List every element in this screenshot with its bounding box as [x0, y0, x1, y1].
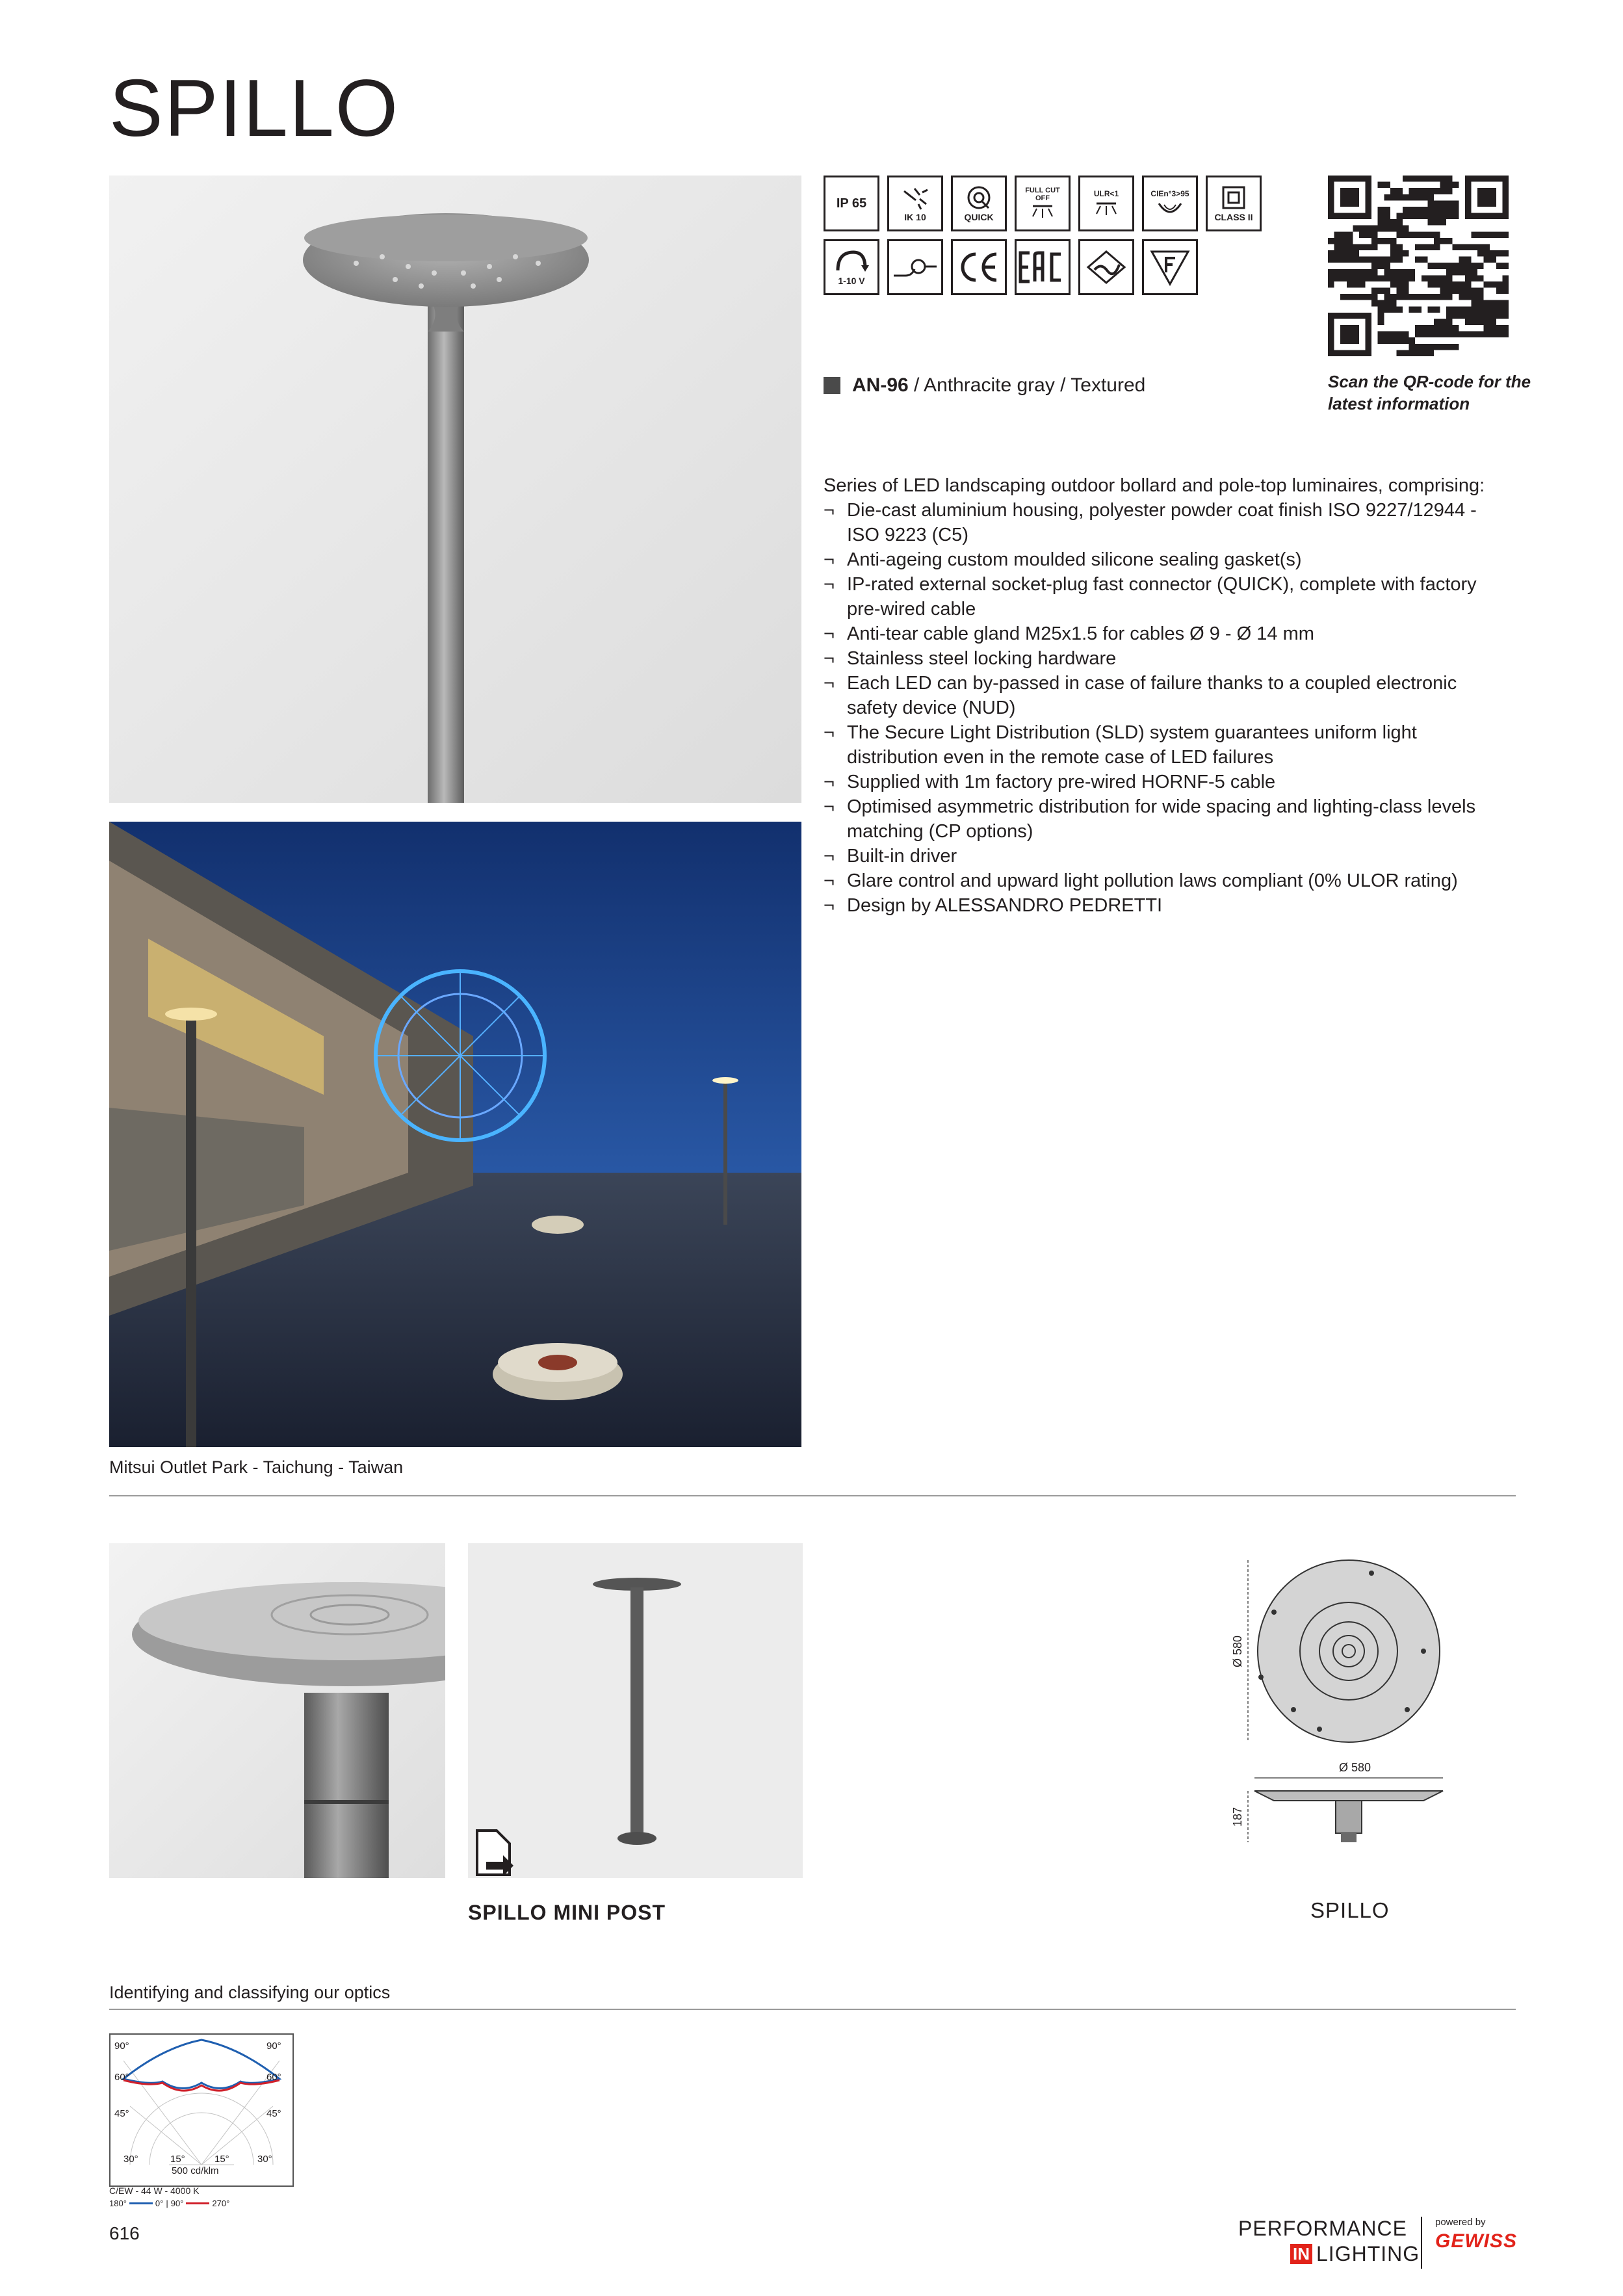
- dimming-label: 1-10 V: [838, 276, 865, 286]
- legend-blue-line: [129, 2202, 153, 2204]
- cie-label: CIEn°3>95: [1150, 189, 1189, 198]
- curve-c0: [123, 2040, 279, 2089]
- angle-tl90: 90°: [114, 2041, 129, 2052]
- ce-mark-icon: [956, 248, 1002, 287]
- feature-list: [824, 498, 1500, 918]
- head-detail-photo: [109, 1543, 445, 1878]
- full-cutoff-label: FULL CUT OFF: [1025, 187, 1060, 202]
- brand-divider: [1421, 2217, 1422, 2269]
- luminaire-illustration: [109, 176, 801, 803]
- quick-connector-badge: [951, 176, 1007, 231]
- color-name: / Anthracite gray / Textured: [908, 374, 1146, 396]
- diameter-horizontal-label: Ø 580: [1339, 1761, 1371, 1774]
- eac-mark-badge: [1015, 239, 1071, 295]
- feature-text: Supplied with 1m factory pre-wired HORNF-5 cable: [847, 772, 1276, 792]
- brand-in-mark: IN: [1290, 2244, 1312, 2264]
- angle-r60: 60°: [266, 2072, 281, 2083]
- quick-connector-icon: [964, 185, 994, 211]
- feature-text: IP-rated external socket-plug fast connector (QUICK), complete with factory pre-wired cable: [847, 574, 1477, 620]
- bullet-symbol: ¬: [824, 574, 835, 595]
- quick-connector-label: QUICK: [964, 212, 994, 222]
- cie-badge: [1142, 176, 1198, 231]
- color-option[interactable]: [824, 374, 1145, 397]
- optics-code: C/EW - 44 W - 4000 K: [109, 2185, 200, 2196]
- gewiss-logo: [1435, 2217, 1517, 2252]
- gewiss-wordmark: GEWISS: [1435, 2230, 1518, 2252]
- color-code: AN-96: [852, 374, 909, 396]
- angle-b15r: 15°: [214, 2154, 229, 2165]
- product-photo: [109, 176, 801, 803]
- feature-text: Design by ALESSANDRO PEDRETTI: [847, 895, 1163, 916]
- feature-text: Each LED can by-passed in case of failure thanks to a coupled electronic safety device (NUD): [847, 673, 1457, 718]
- cie-arc-icon: [1155, 198, 1185, 219]
- night-scene-illustration: [109, 822, 801, 1447]
- qr-caption: Scan the QR-code for the latest information: [1328, 372, 1531, 413]
- cable-badge: [887, 239, 943, 295]
- bullet-symbol: ¬: [824, 895, 835, 916]
- f-mark-badge: [1142, 239, 1198, 295]
- bullet-symbol: ¬: [824, 549, 835, 570]
- cable-plug-icon: [892, 251, 938, 283]
- qr-code-graphic: [1328, 176, 1509, 356]
- description-intro: Series of LED landscaping outdoor bollard and pole-top luminaires, comprising:: [824, 475, 1485, 496]
- dimming-badge: [824, 239, 879, 295]
- double-insulation-icon: [1221, 185, 1247, 211]
- angle-tr90: 90°: [266, 2041, 281, 2052]
- product-description: [824, 473, 1500, 918]
- mini-post-illustration: [468, 1543, 803, 1878]
- downlight-icon: [1028, 202, 1058, 222]
- bullet-symbol: ¬: [824, 500, 835, 521]
- brand-logo: [1238, 2217, 1420, 2266]
- feature-text: Built-in driver: [847, 846, 957, 867]
- bullet-symbol: ¬: [824, 648, 835, 669]
- ulr-label: ULR<1: [1093, 189, 1119, 198]
- class-ii-label: CLASS II: [1214, 212, 1253, 222]
- legend-0: 0°: [155, 2198, 164, 2208]
- angle-l60: 60°: [114, 2072, 129, 2083]
- mini-post-label: SPILLO MINI POST: [468, 1901, 666, 1924]
- angle-b30l: 30°: [123, 2154, 138, 2165]
- legend-separator: |: [166, 2198, 168, 2208]
- legend-270: 270°: [212, 2198, 230, 2208]
- feature-text: Stainless steel locking hardware: [847, 648, 1117, 669]
- photo-caption: Mitsui Outlet Park - Taichung - Taiwan: [109, 1457, 404, 1477]
- ik-rating-badge: [887, 176, 943, 231]
- bullet-symbol: ¬: [824, 870, 835, 891]
- feature-text: Anti-tear cable gland M25x1.5 for cables Ø 9 - Ø 14 mm: [847, 623, 1314, 644]
- rcm-mark-icon: [1085, 248, 1127, 287]
- ip-rating-label: IP 65: [836, 196, 867, 211]
- feature-text: Anti-ageing custom moulded silicone sealing gasket(s): [847, 549, 1302, 570]
- ip-rating-badge: [824, 176, 879, 231]
- optics-legend: [109, 2198, 229, 2208]
- powered-by-label: powered by: [1435, 2217, 1486, 2228]
- bullet-symbol: ¬: [824, 623, 835, 644]
- feature-item: [824, 720, 1500, 770]
- light-beam-icon: [1091, 198, 1121, 219]
- brand-performance: PERFORMANCE: [1238, 2217, 1407, 2240]
- angle-l45: 45°: [114, 2108, 129, 2119]
- intensity-label: 500 cd/klm: [172, 2165, 219, 2176]
- model-label: SPILLO: [1310, 1898, 1390, 1922]
- feature-item: [824, 572, 1500, 621]
- bullet-symbol: ¬: [824, 722, 835, 743]
- feature-item: [824, 646, 1500, 671]
- feature-item: [824, 770, 1500, 794]
- legend-red-line: [186, 2202, 209, 2204]
- ulr-badge: [1078, 176, 1134, 231]
- bullet-symbol: ¬: [824, 796, 835, 817]
- dimension-drawing: [1222, 1547, 1449, 1885]
- feature-item: [824, 893, 1500, 918]
- feature-item: [824, 844, 1500, 868]
- qr-code[interactable]: [1328, 176, 1509, 356]
- feature-item: [824, 498, 1500, 547]
- bullet-symbol: ¬: [824, 772, 835, 792]
- f-mark-icon: [1149, 248, 1191, 287]
- section-divider: [109, 1495, 1516, 1496]
- optics-section-title: Identifying and classifying our optics: [109, 1983, 391, 2002]
- angle-r45: 45°: [266, 2108, 281, 2119]
- rcm-mark-badge: [1078, 239, 1134, 295]
- bullet-symbol: ¬: [824, 673, 835, 694]
- mini-post-photo: [468, 1543, 803, 1878]
- polar-curve-chart: [110, 2035, 292, 2185]
- height-label: 187: [1231, 1807, 1244, 1827]
- ce-mark-badge: [951, 239, 1007, 295]
- technical-drawing: [1222, 1547, 1449, 1885]
- feature-text: Optimised asymmetric distribution for wide spacing and lighting-class levels matching (CP options): [847, 796, 1476, 842]
- feature-item: [824, 547, 1500, 572]
- brand-lighting: LIGHTING: [1316, 2242, 1420, 2265]
- eac-mark-icon: [1018, 248, 1067, 287]
- installation-photo: [109, 822, 801, 1447]
- feature-text: The Secure Light Distribution (SLD) system guarantees uniform light distribution even in the remote case of LED failures: [847, 722, 1417, 768]
- ik-rating-label: IK 10: [904, 212, 926, 222]
- feature-item: [824, 671, 1500, 720]
- polar-diagram[interactable]: [109, 2033, 294, 2187]
- legend-180: 180°: [109, 2198, 127, 2208]
- legend-90: 90°: [170, 2198, 184, 2208]
- angle-b30r: 30°: [257, 2154, 272, 2165]
- feature-text: Die-cast aluminium housing, polyester powder coat finish ISO 9227/12944 - ISO 9223 (C5): [847, 500, 1477, 545]
- feature-text: Glare control and upward light pollution laws compliant (0% ULOR rating): [847, 870, 1458, 891]
- feature-item: [824, 868, 1500, 893]
- page-number: 616: [109, 2223, 140, 2243]
- bullet-symbol: ¬: [824, 846, 835, 867]
- optics-divider: [109, 2009, 1516, 2010]
- angle-b15l: 15°: [170, 2154, 185, 2165]
- class-ii-badge: [1206, 176, 1262, 231]
- page-title: SPILLO: [109, 64, 400, 153]
- feature-item: [824, 621, 1500, 646]
- diameter-vertical-label: Ø 580: [1231, 1635, 1244, 1667]
- dimming-icon: [834, 248, 869, 274]
- feature-item: [824, 794, 1500, 844]
- color-swatch: [824, 377, 840, 394]
- impact-hammer-icon: [900, 185, 930, 211]
- head-detail-illustration: [109, 1543, 445, 1878]
- full-cutoff-badge: [1015, 176, 1071, 231]
